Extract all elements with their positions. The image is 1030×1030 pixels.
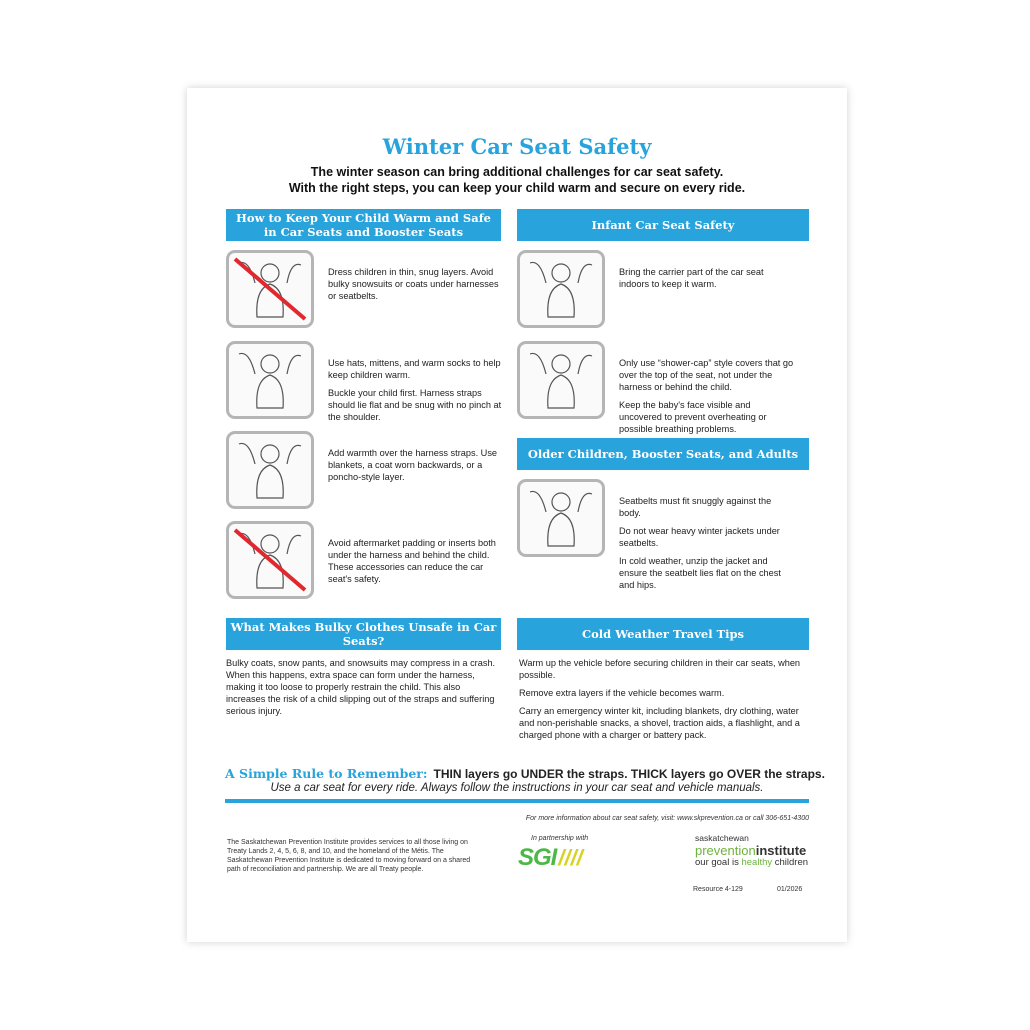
spi-tagline-healthy: healthy [741,857,773,868]
section-heading-travel: Cold Weather Travel Tips [517,618,809,650]
illustration-child-in-hat [226,341,314,419]
subtitle-line: The winter season can bring additional challenges for car seat safety. [310,165,724,179]
tip-paragraph: Only use “shower-cap” style covers that go over the top of the seat, not under the harness or behind the child. [619,358,794,392]
illustration-seatbelt-child [517,479,605,557]
rule-text: THIN layers go UNDER the straps. THICK layers go OVER the straps. [433,767,825,781]
land-acknowledgement: The Saskatchewan Prevention Institute provides services to all those living on Treaty Lands 2, 4, 5, 6, 8, and 10, and the homeland of the Métis. The Saskatchewan Prevention Institute is dedicated to moving forward on a shared path of reconciliation and partnership. We are all Treaty people. [227,839,471,873]
spi-tagline: our goal is [695,857,742,868]
subtitle [187,164,847,196]
resource-number: Resource 4-129 [693,886,743,893]
sgi-logo-text: SGI [518,844,557,871]
travel-tip: Remove extra layers if the vehicle becomes warm. [519,688,725,698]
travel-tip: Carry an emergency winter kit, including blankets, dry clothing, water and non-perishable snacks, a shovel, traction aids, a flashlight, and a charged phone with a charger or battery pack. [519,706,800,740]
tip-text [328,537,503,591]
travel-tip: Warm up the vehicle before securing children in their car seats, when possible. [519,658,801,680]
sgi-logo: SGI //// [518,844,583,871]
tip-text [328,357,503,429]
travel-body [519,657,809,747]
tip-text [619,266,794,296]
bulky-body: Bulky coats, snow pants, and snowsuits may compress in a crash. When this happens, extra space can form under the harness, making it too loose to properly restrain the child. This also increases the risk of a child slipping out of the straps and suffering serious injury. [226,658,496,716]
tip-text [328,266,503,308]
tip-paragraph: Keep the baby's face visible and uncovered to prevent overheating or possible breathing problems. [619,400,767,434]
rule-note: Use a car seat for every ride. Always follow the instructions in your car seat and vehicle manuals. [270,782,764,794]
page-title: Winter Car Seat Safety [382,134,652,159]
simple-rule [225,766,825,781]
tip-text [619,495,794,597]
tip-text [328,447,503,489]
divider [225,799,809,803]
tip-paragraph: Dress children in thin, snug layers. Avoid bulky snowsuits or coats under harnesses or seatbelts. [328,267,499,301]
illustration-insert-crossed-out [226,521,314,599]
more-info: For more information about car seat safety, visit: www.skprevention.ca or call 306-651-4300 [525,815,809,822]
tip-text [619,357,794,441]
tip-paragraph: Avoid aftermarket padding or inserts both under the harness and behind the child. These accessories can reduce the car seat's safety. [328,538,496,584]
illustration-shower-cap-cover [517,341,605,419]
partnership-label: In partnership with [531,835,589,842]
spi-tagline-end: children [772,857,809,868]
rule-label: A Simple Rule to Remember: [225,766,428,781]
tip-paragraph: Do not wear heavy winter jackets under seatbelts. [619,526,780,548]
tip-paragraph: Buckle your child first. Harness straps should lie flat and be snug with no pinch at the shoulder. [328,388,502,422]
section-heading-warm: How to Keep Your Child Warm and Safe in Car Seats and Booster Seats [226,209,501,241]
illustration-bulky-coat-crossed-out [226,250,314,328]
tip-paragraph: Seatbelts must fit snuggly against the body. [619,496,772,518]
resource-date: 01/2026 [777,886,803,893]
tip-paragraph: Bring the carrier part of the car seat indoors to keep it warm. [619,267,764,289]
section-heading-infant: Infant Car Seat Safety [517,209,809,241]
flyer-page [187,88,847,942]
spi-logo-prevention: prevention [695,843,756,858]
tip-paragraph: In cold weather, unzip the jacket and ensure the seatbelt lies flat on the chest and hips. [619,556,781,590]
spi-logo [695,833,808,868]
tip-paragraph: Add warmth over the harness straps. Use blankets, a coat worn backwards, or a poncho-style layer. [328,448,498,482]
illustration-child-with-blanket [226,431,314,509]
spi-logo-top: saskatchewan [695,833,749,843]
illustration-infant-carrier [517,250,605,328]
section-heading-bulky: What Makes Bulky Clothes Unsafe in Car Seats? [226,618,501,650]
section-heading-older: Older Children, Booster Seats, and Adults [517,438,809,470]
spi-logo-institute: institute [755,843,807,858]
subtitle-line: With the right steps, you can keep your child warm and secure on every ride. [288,181,746,195]
tip-paragraph: Use hats, mittens, and warm socks to help keep children warm. [328,358,501,380]
